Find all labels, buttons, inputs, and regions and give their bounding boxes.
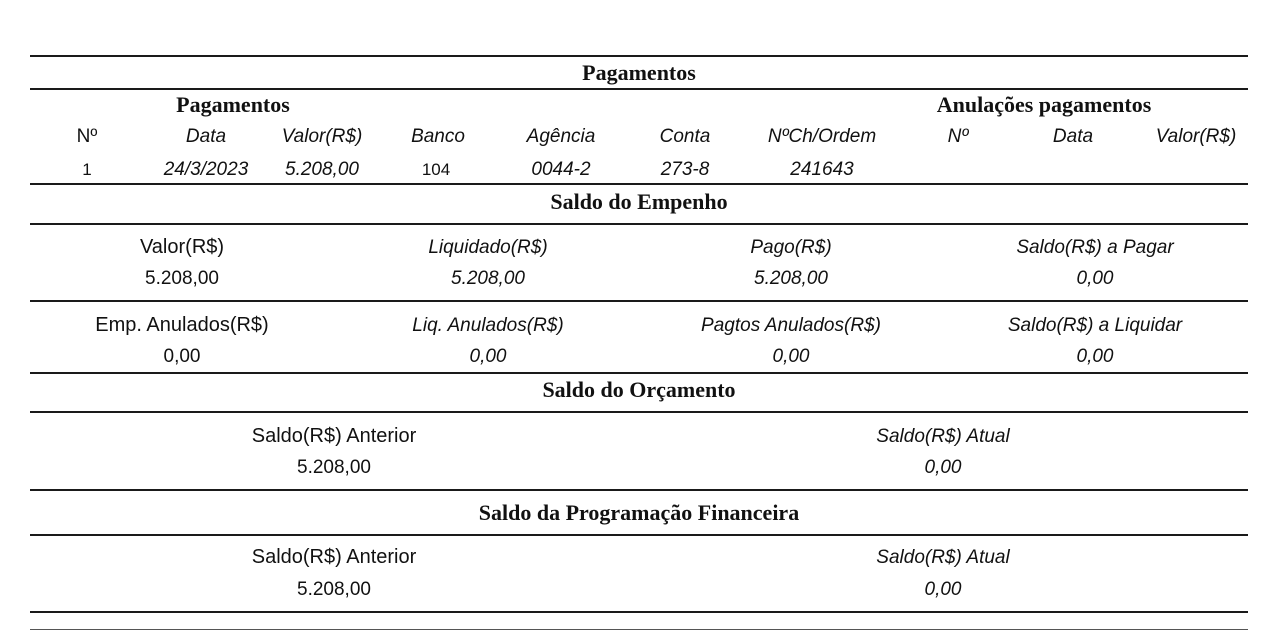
saldo-empenho-mid-rule bbox=[30, 300, 1248, 302]
section-title-saldo-empenho: Saldo do Empenho bbox=[550, 189, 728, 214]
value-liquidado: 5.208,00 bbox=[451, 268, 525, 289]
payment-row-bank: 104 bbox=[421, 160, 451, 179]
saldo-orcamento-rule bbox=[30, 411, 1248, 413]
label-pagtos-anulados: Pagtos Anulados(R$) bbox=[701, 315, 881, 336]
label-valor: Valor(R$) bbox=[139, 236, 225, 258]
value-orcamento-atual: 0,00 bbox=[924, 457, 962, 478]
payment-row-number: 1 bbox=[82, 160, 92, 179]
payment-row-date: 24/3/2023 bbox=[163, 159, 249, 180]
value-emp-anulados: 0,00 bbox=[163, 346, 201, 367]
title-rule bbox=[30, 88, 1248, 90]
label-saldo-a-liquidar: Saldo(R$) a Liquidar bbox=[1007, 315, 1183, 336]
value-orcamento-anterior: 5.208,00 bbox=[297, 457, 371, 478]
label-saldo-a-pagar: Saldo(R$) a Pagar bbox=[1016, 237, 1174, 258]
col-header-date: Data bbox=[185, 126, 227, 147]
col-header-number: Nº bbox=[76, 126, 98, 147]
value-pagtos-anulados: 0,00 bbox=[772, 346, 810, 367]
section-title-pagamentos: Pagamentos bbox=[582, 60, 696, 85]
page-bottom-rule bbox=[30, 629, 1248, 630]
label-programacao-anterior: Saldo(R$) Anterior bbox=[251, 546, 417, 568]
label-orcamento-anterior: Saldo(R$) Anterior bbox=[251, 425, 417, 447]
label-programacao-atual: Saldo(R$) Atual bbox=[876, 547, 1010, 568]
section-title-saldo-orcamento: Saldo do Orçamento bbox=[542, 377, 736, 402]
col-header-value: Valor(R$) bbox=[281, 126, 363, 147]
label-liquidado: Liquidado(R$) bbox=[428, 237, 548, 258]
col-header-annul-date: Data bbox=[1052, 126, 1094, 147]
saldo-programacao-rule bbox=[30, 534, 1248, 536]
saldo-empenho-rule bbox=[30, 223, 1248, 225]
label-emp-anulados: Emp. Anulados(R$) bbox=[95, 314, 269, 336]
payment-row-check-order: 241643 bbox=[790, 159, 854, 180]
section-title-saldo-programacao: Saldo da Programação Financeira bbox=[478, 500, 800, 525]
saldo-programacao-bottom-rule bbox=[30, 611, 1248, 613]
payment-row-agency: 0044-2 bbox=[531, 159, 591, 180]
payments-heading: Pagamentos bbox=[176, 92, 290, 117]
col-header-agency: Agência bbox=[526, 126, 596, 147]
payment-row-account: 273-8 bbox=[660, 159, 710, 180]
value-liq-anulados: 0,00 bbox=[469, 346, 507, 367]
value-valor: 5.208,00 bbox=[145, 268, 219, 289]
value-programacao-anterior: 5.208,00 bbox=[297, 579, 371, 600]
label-pago: Pago(R$) bbox=[750, 237, 832, 258]
saldo-empenho-bottom-rule bbox=[30, 372, 1248, 374]
value-pago: 5.208,00 bbox=[754, 268, 828, 289]
label-liq-anulados: Liq. Anulados(R$) bbox=[412, 315, 564, 336]
value-saldo-a-liquidar: 0,00 bbox=[1076, 346, 1114, 367]
annulments-heading: Anulações pagamentos bbox=[936, 92, 1152, 117]
col-header-account: Conta bbox=[659, 126, 711, 147]
top-rule bbox=[30, 55, 1248, 57]
payments-bottom-rule bbox=[30, 183, 1248, 185]
col-header-bank: Banco bbox=[411, 126, 465, 147]
value-programacao-atual: 0,00 bbox=[924, 579, 962, 600]
col-header-annul-number: Nº bbox=[947, 126, 969, 147]
col-header-annul-value: Valor(R$) bbox=[1155, 126, 1237, 147]
col-header-check-order: NºCh/Ordem bbox=[767, 126, 877, 147]
label-orcamento-atual: Saldo(R$) Atual bbox=[876, 426, 1010, 447]
saldo-orcamento-bottom-rule bbox=[30, 489, 1248, 491]
value-saldo-a-pagar: 0,00 bbox=[1076, 268, 1114, 289]
payment-row-value: 5.208,00 bbox=[285, 159, 359, 180]
